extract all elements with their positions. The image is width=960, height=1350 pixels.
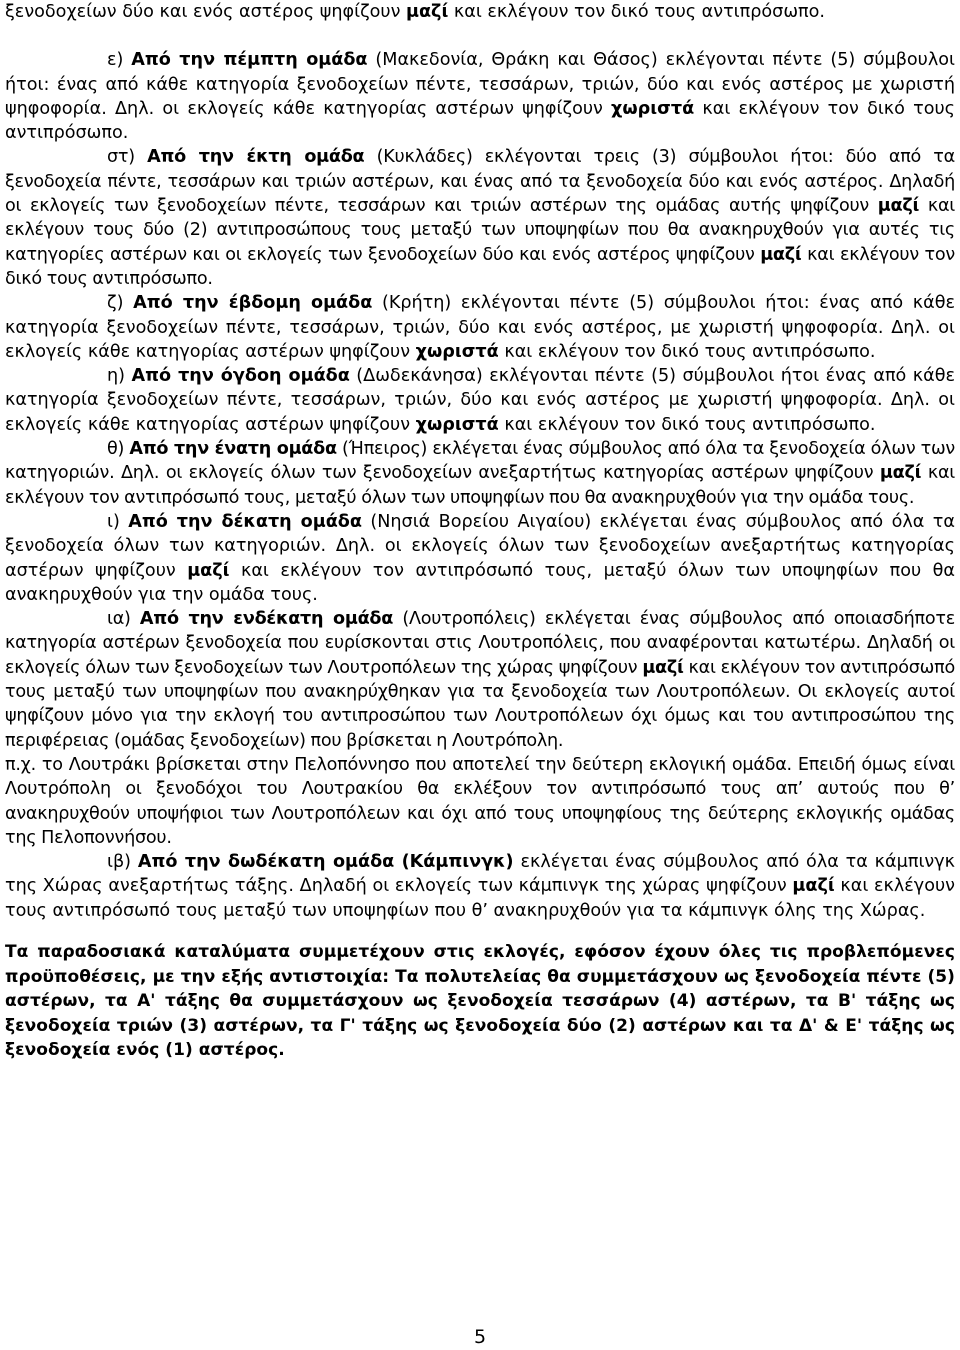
bold-text: μαζί [792, 876, 835, 897]
bold-text: μαζί [642, 657, 684, 678]
text-segment: ια) [107, 609, 140, 630]
paragraph-group-8 [5, 364, 955, 437]
paragraph-group-10 [5, 510, 955, 607]
text-segment: ζ) [107, 293, 134, 314]
text-segment: και εκλέγουν τον δικό τους αντιπρόσωπο. [498, 341, 876, 362]
text-segment: και εκλέγουν τον αντιπρόσωπό τους μεταξύ των υποψηφίων που ανακηρύχθηκαν για τα ξενοδοχεία των Λουτροπόλεων. Οι εκλογείς αυτοί ψηφίζουν μόνο για την εκλογή του αντιπροσώπου των Λουτροπόλεων όχι όμως και του αντιπροσώπου της περιφέρειας (ομάδας ξενοδοχείων) που βρίσκεται η Λουτρόπολη. [5, 657, 955, 751]
text-segment: (Δωδεκάνησα) εκλέγονται πέντε (5) σύμβουλοι ήτοι ένας από κάθε κατηγορία ξενοδοχείων πέντε, τεσσάρων, τριών, δύο και ενός αστέρος με χωριστή ψηφοφορία. Δηλ. οι εκλογείς κάθε κατηγορίας αστέρων ψηφίζουν [5, 366, 955, 435]
page-number: 5 [473, 1326, 487, 1348]
text-segment: (Νησιά Βορείου Αιγαίου) εκλέγεται ένας σύμβουλος από όλα τα ξενοδοχεία όλων των κατηγοριών. Δηλ. οι εκλογείς όλων των ξενοδοχείων ανεξαρτήτως κατηγορίας αστέρων ψηφίζουν [5, 511, 955, 581]
text-segment: (Μακεδονία, Θράκη και Θάσος) εκλέγονται πέντε (5) σύμβουλοι ήτοι: ένας από κάθε κατηγορία ξενοδοχείων πέντε, τεσσάρων, τριών, δύο και ενός αστέρος με χωριστή ψηφοφορία. Δηλ. οι εκλογείς κάθε κατηγορίας αστέρων ψηφίζουν [5, 50, 955, 119]
bold-text: Από την έκτη ομάδα [147, 147, 365, 168]
paragraph-group-12 [5, 850, 955, 923]
paragraph-group-11 [5, 607, 955, 753]
bold-text: Από την ένατη ομάδα [129, 439, 337, 460]
text-segment: ξενοδοχείων δύο και ενός αστέρος ψηφίζουν [5, 2, 407, 22]
text-segment: η) [107, 366, 132, 387]
bold-text: Από την πέμπτη ομάδα [131, 50, 368, 71]
text-segment: και εκλέγουν τους αντιπρόσωπό τους μεταξύ των υποψηφίων που θ’ ανακηρυχθούν για τα κάμπινγκ όλης της Χώρας. [5, 876, 955, 921]
bold-text: χωριστά [611, 98, 695, 119]
bold-text: Από την έβδομη ομάδα [133, 293, 373, 314]
traditional-accommodation-note: Τα παραδοσιακά καταλύματα συμμετέχουν στις εκλογές, εφόσον έχουν όλες τις προβλεπόμενες προϋποθέσεις, με την εξής αντιστοιχία: Τα πολυτελείας θα συμμετάσχουν ως ξενοδοχεία πέντε (5) αστέρων, τα Α' τάξης θα συμμετάσχουν ως ξενοδοχεία τεσσάρων (4) αστέρων, τα Β' τάξης ως ξενοδοχεία τριών (3) αστέρων, τα Γ' τάξης ως ξενοδοχεία δύο (2) αστέρων και τα Δ' & Ε' τάξης ως ξενοδοχεία ενός (1) αστέρος. [5, 941, 955, 1061]
text-segment: ι) [107, 511, 129, 532]
document-page [5, 0, 955, 1080]
paragraph-group-9 [5, 437, 955, 510]
text-segment: και εκλέγουν τον δικό τους αντιπρόσωπο. [5, 244, 955, 289]
text-segment: π.χ. το Λουτράκι βρίσκεται στην Πελοπόννησο που αποτελεί την δεύτερη εκλογική ομάδα. Επειδή όμως είναι Λουτρόπολη οι ξενοδόχοι του Λουτρακίου θα εκλέξουν τον αντιπρόσωπό τους απ’ αυτούς που θ’ ανακηρυχθούν υποψήφιοι των Λουτροπόλεων και όχι από τους υποψηφίους της δεύτερης εκλογικής ομάδας της Πελοποννήσου. [5, 754, 955, 848]
text-segment: (Ήπειρος) εκλέγεται ένας σύμβουλος από όλα τα ξενοδοχεία όλων των κατηγοριών. Δηλ. οι εκλογείς όλων των ξενοδοχείων ανεξαρτήτως κατηγορίας αστέρων ψηφίζουν [5, 439, 956, 484]
bold-text: χωριστά [415, 341, 499, 362]
text-segment: θ) [107, 439, 130, 460]
paragraph-group-6 [5, 145, 955, 291]
text-segment: και εκλέγουν τους δύο (2) αντιπροσώπους τους μεταξύ των υποψηφίων που θα ανακηρυχθούν για αυτές τις κατηγορίες αστέρων και οι εκλογείς των ξενοδοχείων δύο και ενός αστέρος ψηφίζουν [5, 196, 956, 265]
text-segment: (Κυκλάδες) εκλέγονται τρεις (3) σύμβουλοι ήτοι: δύο από τα ξενοδοχεία πέντε, τεσσάρων και τριών αστέρων, και ένας από τα ξενοδοχεία δύο και ενός αστέρος. Δηλαδή οι εκλογείς των ξενοδοχείων πέντε, τεσσάρων και τριών αστέρων της ομάδας αυτής ψηφίζουν [5, 147, 955, 217]
text-segment: εκλέγεται ένας σύμβουλος από όλα τα κάμπινγκ της Χώρας ανεξαρτήτως τάξης. Δηλαδή οι εκλογείς των κάμπινγκ της χώρας ψηφίζουν [5, 852, 956, 897]
text-segment: ιβ) [107, 852, 138, 873]
bold-text: μαζί [406, 2, 449, 22]
bold-text: μαζί [877, 196, 920, 217]
paragraph-group-7 [5, 291, 955, 364]
paragraph-carry-over [5, 0, 955, 24]
bold-text: Από την δέκατη ομάδα [128, 511, 362, 532]
bold-text: Από την ενδέκατη ομάδα [139, 609, 394, 630]
document-body [5, 0, 955, 923]
paragraph-group-5 [5, 48, 955, 145]
bold-text: Από την όγδοη ομάδα [131, 366, 350, 387]
bold-text: μαζί [760, 244, 802, 265]
text-segment: και εκλέγουν τον δικό τους αντιπρόσωπο. [448, 2, 825, 22]
text-segment: (Κρήτη) εκλέγονται πέντε (5) σύμβουλοι ήτοι: ένας από κάθε κατηγορία ξενοδοχείων πέντε, τεσσάρων, τριών, δύο και ενός αστέρος, με χωριστή ψηφοφορία. Δηλ. οι εκλογείς κάθε κατηγορίας αστέρων ψηφίζουν [5, 293, 956, 362]
bold-text: μαζί [187, 560, 230, 581]
text-segment: και εκλέγουν τον αντιπρόσωπό τους, μεταξύ όλων των υποψηφίων που θα ανακηρυχθούν για την ομάδα τους. [5, 463, 956, 508]
text-segment: στ) [107, 147, 148, 168]
bold-text: Από την δωδέκατη ομάδα (Κάμπινγκ) [137, 852, 514, 873]
text-segment: ε) [107, 50, 132, 71]
text-segment: και εκλέγουν τον αντιπρόσωπό τους, μεταξύ όλων των υποψηφίων που θα ανακηρυχθούν για την ομάδα τους. [5, 560, 955, 605]
text-segment: και εκλέγουν τον δικό τους αντιπρόσωπο. [5, 98, 955, 144]
text-segment: και εκλέγουν τον δικό τους αντιπρόσωπο. [498, 414, 876, 435]
text-segment: (Λουτροπόλεις) εκλέγεται ένας σύμβουλος από οποιασδήποτε κατηγορία αστέρων ξενοδοχεία που ευρίσκονται στις Λουτροπόλεις, που αναφέρονται κατωτέρω. Δηλαδή οι εκλογείς όλων των ξενοδοχείων των Λουτροπόλεων της χώρας ψηφίζουν [5, 609, 956, 678]
bold-text: χωριστά [415, 414, 499, 435]
paragraph-example [5, 753, 955, 850]
bold-text: μαζί [879, 463, 922, 484]
